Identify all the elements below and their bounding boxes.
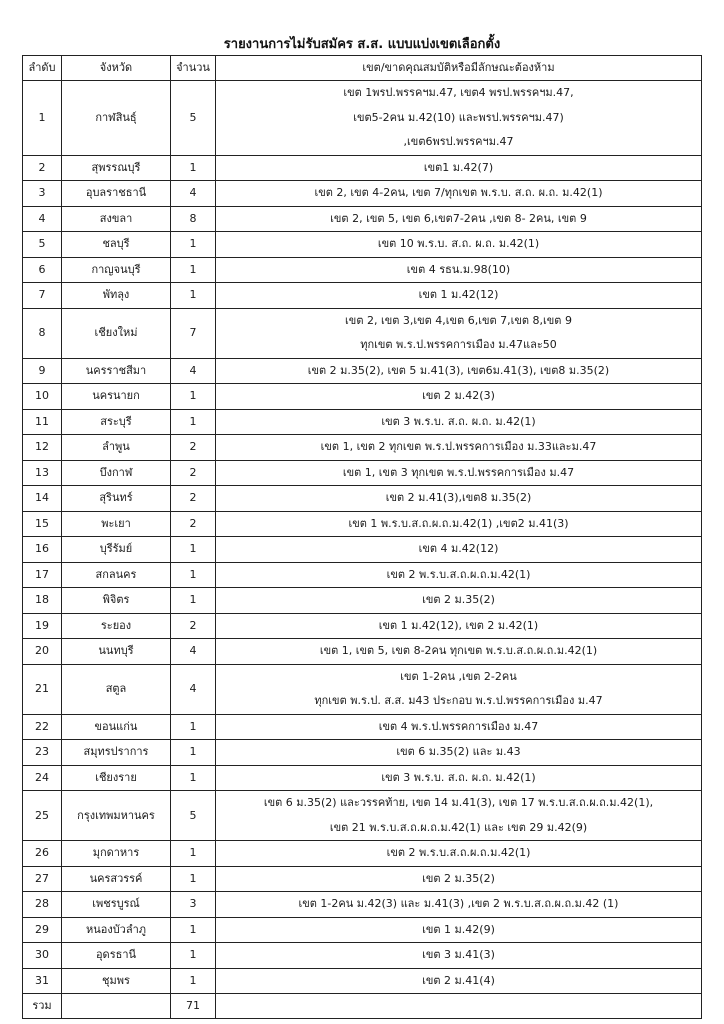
table-row [23, 791, 702, 841]
table-row [23, 181, 702, 207]
table-row [23, 892, 702, 918]
row-province: นครราชสีมา [62, 358, 171, 384]
table-row [23, 917, 702, 943]
row-count: 2 [171, 435, 216, 461]
row-detail [216, 460, 702, 486]
row-province: สงขลา [62, 206, 171, 232]
table-row [23, 206, 702, 232]
row-province: กาญจนบุรี [62, 257, 171, 283]
table-row [23, 81, 702, 156]
table-row [23, 155, 702, 181]
detail-line: เขต 6 ม.35(2) และวรรคท้าย, เขต 14 ม.41(3), เขต 17 พ.ร.บ.ส.ถ.ผ.ถ.ม.42(1), [263, 796, 654, 809]
row-count: 1 [171, 232, 216, 258]
table-row [23, 384, 702, 410]
row-count: 2 [171, 613, 216, 639]
row-province: พิจิตร [62, 588, 171, 614]
row-detail [216, 866, 702, 892]
row-no: 5 [23, 232, 62, 258]
row-no: 3 [23, 181, 62, 207]
row-detail [216, 714, 702, 740]
row-count: 2 [171, 460, 216, 486]
row-no: 17 [23, 562, 62, 588]
row-province: นนทบุรี [62, 639, 171, 665]
table-row [23, 460, 702, 486]
detail-line: เขต 4 ม.42(12) [418, 542, 499, 555]
row-count: 4 [171, 664, 216, 714]
row-no: 10 [23, 384, 62, 410]
row-detail [216, 435, 702, 461]
row-province: สมุทรปราการ [62, 740, 171, 766]
row-count: 1 [171, 841, 216, 867]
row-province: สระบุรี [62, 409, 171, 435]
row-no: 30 [23, 943, 62, 969]
detail-line: เขต 1-2คน ,เขต 2-2คน [400, 669, 517, 683]
row-province: กาฬสินธุ์ [62, 81, 171, 156]
row-detail [216, 232, 702, 258]
table-row [23, 435, 702, 461]
row-province: ระยอง [62, 613, 171, 639]
detail-line: ,เขต6พรป.พรรคฯม.47 [403, 135, 514, 148]
row-detail [216, 257, 702, 283]
detail-line: เขต 1 ม.42(12), เขต 2 ม.42(1) [378, 618, 539, 632]
row-detail [216, 511, 702, 537]
row-count: 1 [171, 866, 216, 892]
row-count: 1 [171, 714, 216, 740]
row-count: 1 [171, 155, 216, 181]
row-count: 1 [171, 384, 216, 410]
row-no: 12 [23, 435, 62, 461]
row-no: 26 [23, 841, 62, 867]
detail-line: เขต 2 ม.41(4) [422, 973, 495, 987]
row-no: 4 [23, 206, 62, 232]
header-province: จังหวัด [62, 56, 171, 81]
row-count: 1 [171, 917, 216, 943]
detail-line: เขต5-2คน ม.42(10) และพรป.พรรคฯม.47) [353, 110, 564, 124]
row-count: 1 [171, 257, 216, 283]
row-no: 15 [23, 511, 62, 537]
row-province: ชลบุรี [62, 232, 171, 258]
detail-line: เขต 2 พ.ร.บ.ส.ถ.ผ.ถ.ม.42(1) [386, 567, 531, 581]
row-detail [216, 968, 702, 994]
row-detail [216, 943, 702, 969]
table-row [23, 639, 702, 665]
total-province [62, 994, 171, 1019]
row-detail [216, 206, 702, 232]
row-detail [216, 841, 702, 867]
row-detail [216, 537, 702, 563]
total-row [23, 994, 702, 1019]
table-row [23, 664, 702, 714]
row-province: อุบลราชธานี [62, 181, 171, 207]
detail-line: เขต 1 ม.42(9) [422, 922, 495, 936]
row-province: พะเยา [62, 511, 171, 537]
detail-line: เขต 1, เขต 5, เขต 8-2คน ทุกเขต พ.ร.บ.ส.ถ.ผ.ถ.ม.42(1) [319, 644, 598, 657]
table-row [23, 537, 702, 563]
row-count: 5 [171, 81, 216, 156]
table-body [23, 81, 702, 994]
row-count: 8 [171, 206, 216, 232]
row-no: 20 [23, 639, 62, 665]
row-province: กรุงเทพมหานคร [62, 791, 171, 841]
report-title: รายงานการไม่รับสมัคร ส.ส. แบบแบ่งเขตเลือกตั้ง [223, 37, 501, 52]
detail-line: เขต 2 ม.35(2) [422, 593, 495, 606]
table-row [23, 613, 702, 639]
row-detail [216, 81, 702, 156]
table-row [23, 358, 702, 384]
detail-line: เขต 2, เขต 3,เขต 4,เขต 6,เขต 7,เขต 8,เขต 9 [345, 313, 572, 327]
detail-line: เขต 2, เขต 4-2คน, เขต 7/ทุกเขต พ.ร.บ. ส.ถ. ผ.ถ. ม.42(1) [314, 186, 603, 199]
table-row [23, 841, 702, 867]
row-count: 1 [171, 740, 216, 766]
row-no: 21 [23, 664, 62, 714]
row-detail [216, 181, 702, 207]
row-detail [216, 892, 702, 918]
detail-line: เขต 1, เขต 2 ทุกเขต พ.ร.ป.พรรคการเมือง ม.33และม.47 [320, 440, 597, 453]
table-row [23, 943, 702, 969]
detail-line: เขต 4 รธน.ม.98(10) [406, 262, 511, 276]
row-no: 31 [23, 968, 62, 994]
row-province: นครนายก [62, 384, 171, 410]
table-row [23, 866, 702, 892]
row-count: 4 [171, 639, 216, 665]
table-row [23, 968, 702, 994]
row-no: 7 [23, 283, 62, 309]
row-no: 13 [23, 460, 62, 486]
row-no: 23 [23, 740, 62, 766]
row-detail [216, 384, 702, 410]
row-no: 6 [23, 257, 62, 283]
row-count: 5 [171, 791, 216, 841]
detail-line: เขต 4 พ.ร.ป.พรรคการเมือง ม.47 [378, 719, 539, 733]
row-detail [216, 283, 702, 309]
detail-line: เขต 2 ม.41(3),เขต8 ม.35(2) [385, 491, 532, 504]
row-count: 4 [171, 181, 216, 207]
row-detail [216, 486, 702, 512]
row-province: อุดรธานี [62, 943, 171, 969]
row-province: สกลนคร [62, 562, 171, 588]
row-no: 27 [23, 866, 62, 892]
row-no: 28 [23, 892, 62, 918]
row-detail [216, 155, 702, 181]
row-count: 4 [171, 358, 216, 384]
detail-line: เขต 10 พ.ร.บ. ส.ถ. ผ.ถ. ม.42(1) [377, 237, 540, 250]
detail-line: เขต 1-2คน ม.42(3) และ ม.41(3) ,เขต 2 พ.ร.บ.ส.ถ.ผ.ถ.ม.42 (1) [298, 897, 619, 910]
row-detail [216, 588, 702, 614]
table-row [23, 409, 702, 435]
row-detail [216, 358, 702, 384]
row-detail [216, 664, 702, 714]
detail-line: ทุกเขต พ.ร.ป.พรรคการเมือง ม.47และ50 [360, 338, 557, 351]
detail-line: เขต 2 พ.ร.บ.ส.ถ.ผ.ถ.ม.42(1) [386, 846, 531, 859]
row-province: เชียงใหม่ [62, 308, 171, 358]
row-no: 14 [23, 486, 62, 512]
total-label: รวม [23, 994, 62, 1019]
report-table [22, 55, 702, 1019]
row-province: ชุมพร [62, 968, 171, 994]
row-no: 25 [23, 791, 62, 841]
table-row [23, 257, 702, 283]
row-no: 22 [23, 714, 62, 740]
row-no: 2 [23, 155, 62, 181]
table-row [23, 588, 702, 614]
row-detail [216, 409, 702, 435]
row-province: สุรินทร์ [62, 486, 171, 512]
row-province: ลำพูน [62, 435, 171, 461]
row-detail [216, 639, 702, 665]
detail-line: เขต 1, เขต 3 ทุกเขต พ.ร.ป.พรรคการเมือง ม.47 [342, 465, 575, 479]
row-no: 29 [23, 917, 62, 943]
table-row [23, 714, 702, 740]
row-province: เชียงราย [62, 765, 171, 791]
row-province: เพชรบูรณ์ [62, 892, 171, 918]
row-no: 16 [23, 537, 62, 563]
row-province: มุกดาหาร [62, 841, 171, 867]
row-count: 1 [171, 968, 216, 994]
row-count: 1 [171, 562, 216, 588]
row-province: สุพรรณบุรี [62, 155, 171, 181]
table-row [23, 486, 702, 512]
table-row [23, 562, 702, 588]
row-count: 7 [171, 308, 216, 358]
header-detail: เขต/ขาดคุณสมบัติหรือมีลักษณะต้องห้าม [216, 56, 702, 81]
table-row [23, 283, 702, 309]
detail-line: เขต 3 พ.ร.บ. ส.ถ. ผ.ถ. ม.42(1) [381, 414, 536, 428]
row-count: 2 [171, 511, 216, 537]
detail-line: เขต 3 พ.ร.บ. ส.ถ. ผ.ถ. ม.42(1) [381, 770, 536, 784]
row-province: พัทลุง [62, 283, 171, 309]
detail-line: เขต1 ม.42(7) [423, 160, 494, 174]
table-row [23, 232, 702, 258]
detail-line: เขต 1 พ.ร.บ.ส.ถ.ผ.ถ.ม.42(1) ,เขต2 ม.41(3) [348, 516, 569, 530]
detail-line: เขต 2 ม.35(2), เขต 5 ม.41(3), เขต6ม.41(3), เขต8 ม.35(2) [307, 363, 610, 377]
table-header-row [23, 56, 702, 81]
row-no: 18 [23, 588, 62, 614]
row-province: นครสวรรค์ [62, 866, 171, 892]
row-province: บุรีรัมย์ [62, 537, 171, 563]
detail-line: เขต 2 ม.35(2) [422, 871, 495, 885]
row-no: 19 [23, 613, 62, 639]
row-detail [216, 740, 702, 766]
row-province: หนองบัวลำภู [62, 917, 171, 943]
row-no: 8 [23, 308, 62, 358]
table-row [23, 740, 702, 766]
row-detail [216, 613, 702, 639]
row-detail [216, 765, 702, 791]
row-detail [216, 308, 702, 358]
row-count: 1 [171, 283, 216, 309]
detail-line: เขต 2, เขต 5, เขต 6,เขต7-2คน ,เขต 8- 2คน, เขต 9 [330, 211, 587, 225]
detail-line: เขต 21 พ.ร.บ.ส.ถ.ผ.ถ.ม.42(1) และ เขต 29 ม.42(9) [329, 820, 588, 834]
row-detail [216, 562, 702, 588]
header-count: จำนวน [171, 56, 216, 81]
row-no: 1 [23, 81, 62, 156]
detail-line: ทุกเขต พ.ร.ป. ส.ส. ม43 ประกอบ พ.ร.ป.พรรคการเมือง ม.47 [314, 694, 603, 707]
row-detail [216, 791, 702, 841]
table-row [23, 511, 702, 537]
row-count: 2 [171, 486, 216, 512]
table-row [23, 308, 702, 358]
detail-line: เขต 3 ม.41(3) [422, 948, 495, 961]
row-province: ขอนแก่น [62, 714, 171, 740]
row-no: 24 [23, 765, 62, 791]
row-province: สตูล [62, 664, 171, 714]
row-detail [216, 917, 702, 943]
row-count: 3 [171, 892, 216, 918]
detail-line: เขต 2 ม.42(3) [422, 389, 495, 402]
row-count: 1 [171, 943, 216, 969]
detail-line: เขต 1 ม.42(12) [418, 288, 499, 301]
row-count: 1 [171, 409, 216, 435]
row-no: 11 [23, 409, 62, 435]
row-count: 1 [171, 588, 216, 614]
header-no: ลำดับ [23, 56, 62, 81]
detail-line: เขต 6 ม.35(2) และ ม.43 [396, 745, 521, 758]
total-count: 71 [171, 994, 216, 1019]
row-province: บึงกาฬ [62, 460, 171, 486]
table-row [23, 765, 702, 791]
detail-line: เขต 1พรป.พรรคฯม.47, เขต4 พรป.พรรคฯม.47, [343, 86, 574, 99]
row-count: 1 [171, 765, 216, 791]
row-no: 9 [23, 358, 62, 384]
row-count: 1 [171, 537, 216, 563]
total-detail [216, 994, 702, 1019]
